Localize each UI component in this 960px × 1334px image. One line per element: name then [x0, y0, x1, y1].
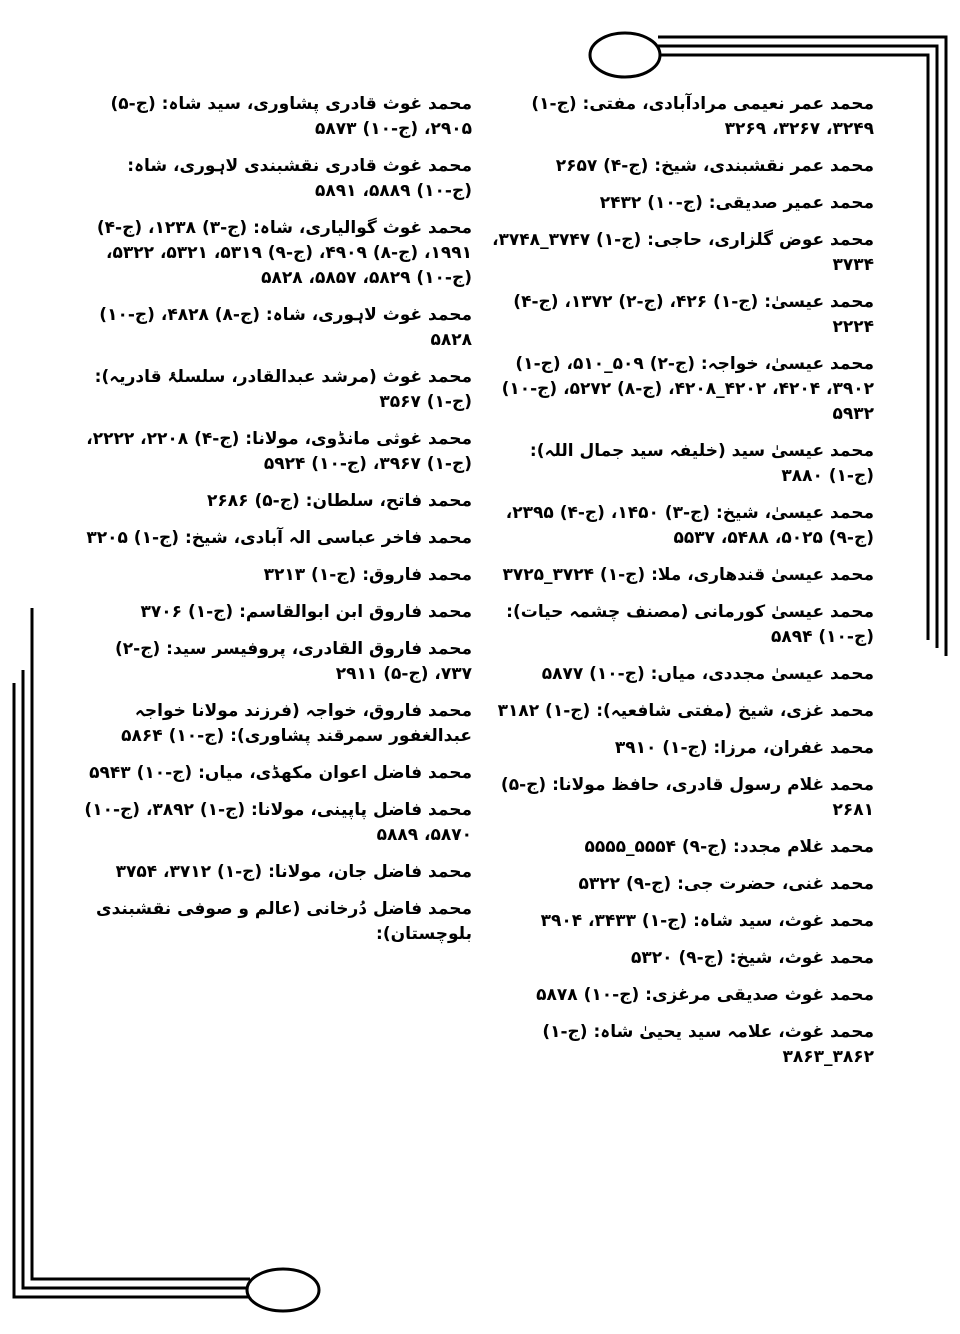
index-entry [82, 154, 472, 204]
entry-name: محمد فاروق القادری، پروفیسر سید [172, 639, 472, 659]
entry-separator: : [707, 738, 721, 758]
index-entry [490, 600, 874, 650]
index-entry [82, 897, 472, 947]
entry-name: محمد فاتح، سلطان [312, 491, 472, 511]
entry-name: محمد عیسیٰ قندھاری، ملا [657, 565, 874, 585]
entry-references: (ج-۱۰) ۵۸۹۴ [770, 627, 874, 647]
entry-references: (ج-۱) ۳۴۳۳، ۳۹۰۴ [540, 911, 688, 931]
entry-references: (ج-۵) ۲۶۸۱ [500, 775, 874, 820]
entry-separator: : [687, 911, 700, 931]
entry-separator: : [639, 985, 652, 1005]
index-entry [490, 501, 874, 551]
entry-references: (ج-۱) ۳۲۱۳ [263, 565, 357, 585]
entry-references: (ج-۱) ۳۸۸۰ [781, 466, 874, 486]
index-entry [490, 872, 874, 897]
index-entry [490, 736, 874, 761]
top-ornament-oval [590, 33, 660, 77]
entry-separator: : [645, 565, 658, 585]
entry-references: (ج-۱۰) ۵۹۴۳ [89, 763, 193, 783]
entry-separator: : [758, 292, 772, 312]
entry-name: محمد غفران، مرزا [720, 738, 874, 758]
entry-references: (ج-۱) ۳۱۸۲ [497, 701, 591, 721]
entry-separator: : [710, 503, 723, 523]
index-column-right [490, 92, 874, 1082]
entry-references: (ج-۱) ۳۸۹۲، (ج-۱۰) ۵۸۷۰، ۵۸۸۹ [84, 800, 472, 845]
index-entry [490, 946, 874, 971]
entry-separator: : [702, 193, 716, 213]
index-entry [82, 699, 472, 749]
entry-references: (ج-۱) ۳۲۰۵ [86, 528, 180, 548]
index-entry [82, 365, 472, 415]
entry-references: (ج-۸) ۴۸۲۸، (ج-۱۰) ۵۸۲۸ [99, 305, 472, 350]
entry-separator: : [671, 874, 684, 894]
index-entry [82, 798, 472, 848]
entry-separator: : [587, 1022, 601, 1042]
index-entry [82, 526, 472, 551]
entry-separator: : [94, 367, 102, 387]
entry-name: محمد غوث گوالیاری، شاہ [259, 218, 472, 238]
index-entry [82, 216, 472, 291]
index-entry [490, 773, 874, 823]
entry-references: (ج-۴) ۲۲۰۸، ۲۲۲۲، (ج-۱) ۳۹۶۷، (ج-۱۰) ۵۹۲۴ [86, 429, 472, 474]
entry-name: محمد فاضل پاپینی، مولانا [257, 800, 472, 820]
entry-separator: : [155, 94, 169, 114]
entry-references: (ج-۱) ۳۷۲۴_۳۷۲۵ [502, 565, 646, 585]
index-entry [490, 662, 874, 687]
entry-separator: : [694, 354, 708, 374]
entry-references: (ج-۱) ۳۷۴۷_۳۷۴۸، ۳۷۳۴ [492, 230, 874, 275]
index-column-left [82, 92, 472, 959]
entry-name: محمد عیسیٰ، خواجہ [707, 354, 874, 374]
entry-name: محمد فاروق [369, 565, 472, 585]
entry-name: محمد عیسیٰ مجددی، میاں [657, 664, 874, 684]
index-entry [490, 563, 874, 588]
index-entry [490, 228, 874, 278]
entry-references: (ج-۹) ۵۳۲۰ [631, 948, 724, 968]
index-entry [490, 92, 874, 142]
entry-separator: : [576, 94, 590, 114]
index-entry [490, 983, 874, 1008]
index-entry [490, 154, 874, 179]
entry-name: محمد عوض گلزاری، حاجی [653, 230, 874, 250]
entry-name: محمد غوث قادری پشاوری، سید شاہ [168, 94, 472, 114]
entry-references: (ج-۲) ۵۰۹_۵۱۰، (ج-۱) ۳۹۰۲، ۴۲۰۴، ۴۲۰۲_۴۲۰۸، (ج-۸) ۵۲۷۲، (ج-۱۰) ۵۹۳۲ [501, 354, 874, 424]
entry-separator: : [260, 305, 273, 325]
index-entry [490, 835, 874, 860]
entry-references: (ج-۱۰) ۵۸۷۷ [541, 664, 645, 684]
entry-references: (ج-۳) ۱۴۵۰، (ج-۴) ۲۳۹۵، (ج-۹) ۵۰۲۵، ۵۴۸۸، ۵۵۳۷ [505, 503, 874, 548]
index-entry [490, 439, 874, 489]
index-entry [490, 699, 874, 724]
entry-separator: : [179, 528, 192, 548]
entry-name: محمد غوث قادری نقشبندی لاہوری، شاہ [134, 156, 472, 176]
entry-separator: : [224, 726, 237, 746]
entry-name: محمد عیسیٰ سید (خلیفہ سید جمال اللہ) [536, 441, 874, 461]
entry-name: محمد غوث لاہوری، شاہ [272, 305, 472, 325]
entry-name: محمد فاخر عباسی الہ آبادی، شیخ [191, 528, 472, 548]
entry-name: محمد فاضل اعوان مکھڈی، میاں [204, 763, 472, 783]
entry-references: (ج-۱۰) ۵۸۷۸ [536, 985, 640, 1005]
entry-name: محمد غوثی مانڈوی، مولانا [252, 429, 472, 449]
entry-name: محمد غوث (مرشد عبدالقادر، سلسلۂ قادریہ) [101, 367, 472, 387]
entry-separator: : [506, 602, 513, 622]
entry-name: محمد عیسیٰ کورمانی (مصنف چشمہ حیات) [512, 602, 874, 622]
entry-references: (ج-۱۰) ۵۸۸۹، ۵۸۹۱ [315, 181, 472, 201]
entry-name: محمد عیسیٰ، شیخ [722, 503, 874, 523]
entry-references: (ج-۹) ۵۵۵۴_۵۵۵۵ [584, 837, 728, 857]
entry-separator: : [299, 491, 313, 511]
entry-references: (ج-۱) ۳۷۱۲، ۳۷۵۴ [115, 862, 263, 882]
index-entry [82, 761, 472, 786]
entry-separator: : [546, 775, 559, 795]
entry-references: (ج-۱) ۳۹۱۰ [614, 738, 708, 758]
index-entry [82, 427, 472, 477]
index-entry [490, 352, 874, 427]
entry-name: محمد عمر نعیمی مرادآبادی، مفتی [589, 94, 874, 114]
entry-references: (ج-۹) ۵۳۲۲ [578, 874, 672, 894]
index-entry [82, 92, 472, 142]
entry-separator: : [262, 862, 275, 882]
entry-name: محمد غلام رسول قادری، حافظ مولانا [558, 775, 874, 795]
entry-separator: : [648, 156, 662, 176]
entry-references: (ج-۳) ۱۲۳۸، (ج-۴) ۱۹۹۱، (ج-۸) ۴۹۰۹، (ج-۹) ۵۳۱۹، ۵۳۲۱، ۵۳۲۲، (ج-۱۰) ۵۸۲۹، ۵۸۵۷، ۵۸۲۸ [96, 218, 472, 288]
index-entry [490, 909, 874, 934]
entry-separator: : [641, 230, 654, 250]
entry-name: محمد غنی، حضرت جی [683, 874, 874, 894]
entry-separator: : [356, 565, 370, 585]
entry-name: محمد فاضل دُرخانی (عالم و صوفی نقشبندی بلوچستان) [95, 899, 472, 944]
entry-separator: : [233, 602, 246, 622]
index-entry [82, 637, 472, 687]
entry-separator: : [644, 664, 658, 684]
entry-separator: : [127, 156, 135, 176]
entry-references: (ج-۱۰) ۵۸۶۴ [121, 726, 225, 746]
index-entry [490, 290, 874, 340]
entry-separator: : [727, 837, 740, 857]
entry-separator: : [247, 218, 260, 238]
entry-name: محمد غوث صدیقی مرغزی [651, 985, 874, 1005]
entry-name: محمد فاروق ابن ابوالقاسم [245, 602, 472, 622]
entry-name: محمد غزی، شیخ (مفتی شافعیہ) [603, 701, 874, 721]
entry-references: (ج-۱) ۳۷۰۶ [140, 602, 234, 622]
entry-separator: : [723, 948, 737, 968]
entry-separator: : [376, 924, 383, 944]
entry-name: محمد عمیر صدیقی [715, 193, 874, 213]
index-entry [82, 600, 472, 625]
entry-separator: : [590, 701, 604, 721]
entry-separator: : [160, 639, 173, 659]
entry-name: محمد غوث، علامہ سید یحییٰ شاہ [600, 1022, 874, 1042]
entry-separator: : [239, 429, 253, 449]
entry-name: محمد غوث، سید شاہ [699, 911, 874, 931]
index-entry [490, 191, 874, 216]
index-entry [82, 489, 472, 514]
entry-references: (ج-۵) ۲۹۰۵، (ج-۱۰) ۵۸۷۳ [110, 94, 472, 139]
index-entry [490, 1020, 874, 1070]
entry-references: (ج-۵) ۲۶۸۶ [207, 491, 300, 511]
index-entry [82, 860, 472, 885]
entry-name: محمد عیسیٰ [771, 292, 874, 312]
entry-references: (ج-۱۰) ۲۴۳۲ [599, 193, 703, 213]
bottom-ornament-oval [247, 1269, 319, 1311]
entry-references: (ج-۲) ۷۳۷، (ج-۵) ۲۹۱۱ [114, 639, 472, 684]
entry-name: محمد فاضل جان، مولانا [274, 862, 472, 882]
entry-separator: : [192, 763, 205, 783]
entry-references: (ج-۱) ۳۸۶۲_۳۸۶۳ [542, 1022, 874, 1067]
entry-references: (ج-۱) ۳۵۶۷ [379, 392, 472, 412]
entry-separator: : [529, 441, 537, 461]
index-entry [82, 303, 472, 353]
entry-name: محمد عمر نقشبندی، شیخ [661, 156, 874, 176]
entry-name: محمد فاروق، خواجہ (فرزند مولانا خواجہ عبدالغفور سمرقند پشاوری) [134, 701, 472, 746]
entry-separator: : [245, 800, 258, 820]
entry-name: محمد غلام مجدد [739, 837, 874, 857]
entry-references: (ج-۱) ۴۲۶، (ج-۲) ۱۳۷۲، (ج-۴) ۲۲۲۴ [513, 292, 874, 337]
index-entry [82, 563, 472, 588]
entry-name: محمد غوث، شیخ [736, 948, 874, 968]
entry-references: (ج-۱) ۳۲۴۹، ۳۲۶۷، ۳۲۶۹ [531, 94, 874, 139]
entry-references: (ج-۴) ۲۶۵۷ [555, 156, 649, 176]
